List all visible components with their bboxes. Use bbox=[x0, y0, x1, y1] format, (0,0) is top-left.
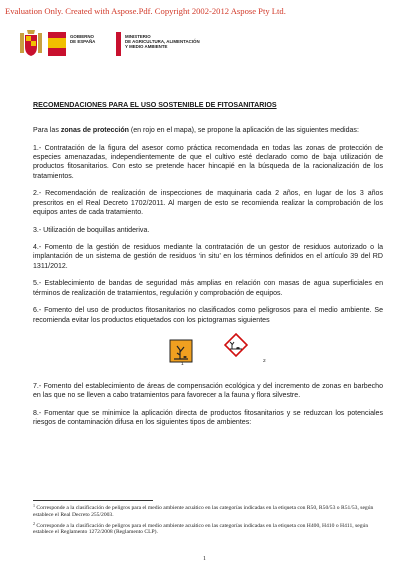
coat-of-arms-icon bbox=[18, 29, 44, 59]
pictogram-footnote-mark: 1 bbox=[181, 362, 184, 368]
footnote-mark: 2 bbox=[33, 520, 35, 526]
document-title: RECOMENDACIONES PARA EL USO SOSTENIBLE DE FITOSANITARIOS bbox=[33, 101, 277, 109]
intro-paragraph bbox=[33, 126, 383, 135]
environment-hazard-icon bbox=[224, 333, 248, 357]
recommendation-item: 6.- Fomento del uso de productos fitosanitarios no clasificados como peligrosos para el medio ambiente. Se recomienda evitar los productos etiquetados con los pictogramas siguientes bbox=[33, 307, 383, 324]
footnote-separator bbox=[33, 500, 153, 501]
intro-emphasis: zonas de protección bbox=[60, 127, 129, 135]
recommendation-item: 7.- Fomento del establecimiento de áreas de compensación ecológica y del incremento de zonas en barbecho en las que no se lleven a cabo tratamientos para favorecer a la fauna y flora silvestre. bbox=[33, 383, 383, 400]
ministry-name bbox=[125, 34, 215, 49]
recommendation-item: 3.- Utilización de boquillas antideriva. bbox=[33, 226, 150, 234]
evaluation-watermark: Evaluation Only. Created with Aspose.Pdf. Copyright 2002-2012 Aspose Pty Ltd. bbox=[5, 6, 286, 16]
intro-text: Para las bbox=[33, 127, 61, 135]
ministry-line: MINISTERIO bbox=[125, 34, 151, 39]
footnote-text: Corresponde a la clasificación de peligros para el medio ambiente acuático en las categorías indicadas en la etiqueta con R50, R50/53 o R51/53, según establece el Real Decreto 255/2003. bbox=[33, 505, 374, 518]
footnote bbox=[33, 503, 383, 518]
recommendation-item: 2.- Recomendación de realización de inspecciones de maquinaria cada 2 años, en lugar de los 3 años prescritos en el Real Decreto 1702/2011. Al margen de esto se recomienda realizar la comprobación de los equipos antes de cada tratamiento. bbox=[33, 190, 383, 216]
footnotes bbox=[33, 503, 383, 538]
footnote-mark: 1 bbox=[33, 503, 35, 508]
ministry-line: Y MEDIO AMBIENTE bbox=[125, 44, 168, 49]
recommendation-item: 8.- Fomentar que se minimice la aplicación directa de productos fitosanitarios y se reduzcan los potenciales riesgos de contaminación difusa en los siguientes tipos de ambientes: bbox=[33, 410, 383, 427]
intro-text: (en rojo en el mapa), se propone la aplicación de las siguientes medidas: bbox=[128, 127, 359, 135]
hazard-pictograms bbox=[33, 333, 383, 374]
pictogram-footnote-mark: 2 bbox=[263, 359, 266, 365]
ministry-red-bar bbox=[116, 32, 121, 56]
footnote bbox=[33, 521, 383, 536]
spain-flag-band bbox=[48, 32, 66, 56]
ministry-line: DE AGRICULTURA, ALIMENTACIÓN bbox=[125, 39, 200, 44]
footnote-text: Corresponde a la clasificación de peligros para el medio ambiente acuático en las categorías indicadas en la etiqueta con H400, H410 o H411, según establece el Reglamento 1272/2008 (Reglamento CLP). bbox=[33, 522, 369, 536]
government-logo-header bbox=[18, 29, 278, 61]
government-name: GOBIERNO DE ESPAÑA bbox=[70, 34, 96, 44]
page-number: 1 bbox=[203, 556, 206, 562]
recommendation-item: 4.- Fomento de la gestión de residuos mediante la contratación de un gestor de residuos autorizado o la implantación de un sistema de gestión de residuos ‘in situ’ en los términos definidos en el artículo 39 del RD 1311/2012. bbox=[33, 244, 383, 270]
recommendation-item: 1.- Contratación de la figura del asesor como práctica recomendada en todas las zonas de protección de especies amenazadas, independientemente de que el cultivo esté declarado como de baja utilización de productos fitosanitarios. Con esto se pretende hacer hincapié en la búsqueda de la racionalización de los tratamientos. bbox=[33, 144, 383, 180]
document-body bbox=[33, 101, 383, 436]
recommendation-item: 5.- Establecimiento de bandas de seguridad más amplias en relación con masas de agua superficiales en términos de realización de tratamientos, regulación y comprobación de equipos. bbox=[33, 280, 383, 297]
